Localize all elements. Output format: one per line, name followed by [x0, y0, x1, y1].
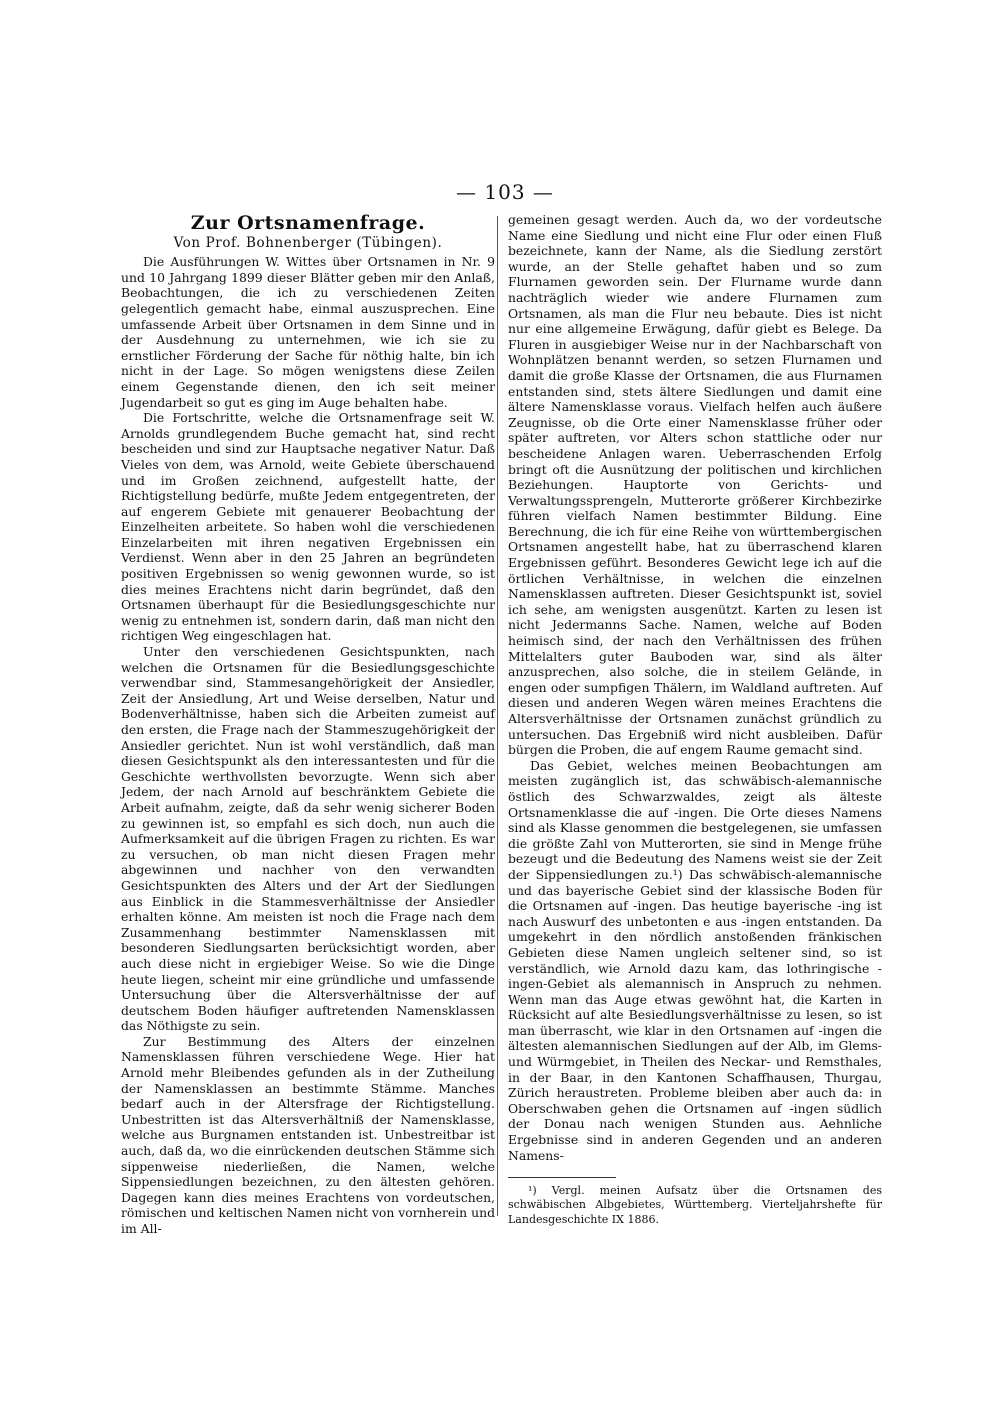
paragraph: Unter den verschiedenen Gesichtspunkten, nach welchen die Ortsnamen für die Besiedlungsgeschichte verwendbar sind, Stammesangehörigkeit der Ansiedler, Zeit der Ansiedlung, Art und Weise derselben, Natur und Bodenverhältnisse, haben sich die Arbeiten zumeist auf den ersten, die Frage nach der Stammeszugehörigkeit der Ansiedler gerichtet. Nun ist wohl verständlich, daß man diesen Gesichtspunkt als den interessantesten und für die Geschichte werthvollsten bevorzugte. Wenn sich aber Jedem, der nach Arnold auf beschränktem Gebiete die Arbeit aufnahm, zeigte, daß da sehr wenig sicherer Boden zu gewinnen ist, so empfahl es sich doch, nun auch die Aufmerksamkeit auf die übrigen Fragen zu richten. Es war zu versuchen, ob man nicht diesen Fragen mehr abgewinnen und nachher von den verwandten Gesichtspunkten des Alters und der Art der Siedlungen aus Einblick in die Stammesverhältnisse der Ansiedler erhalten könne. Am meisten ist noch die Frage nach dem Zusammenhang bestimmter Namensklassen mit besonderen Siedlungsarten berücksichtigt worden, aber auch diese nicht in ergiebiger Weise. So wie die Dinge heute liegen, scheint mir eine gründliche und umfassende Untersuchung über die Altersverhältnisse der auf deutschem Boden häufiger auftretenden Namensklassen das Nöthigste zu sein. — [121, 644, 495, 1034]
paragraph: Das Gebiet, welches meinen Beobachtungen am meisten zugänglich ist, das schwäbisch-alemannische östlich des Schwarzwaldes, zeigt als älteste Ortsnamenklasse die auf -ingen. Die Orte dieses Namens sind als Klasse genommen die bestgelegenen, sie umfassen die größte Zahl von Mutterorten, sie sind in Menge frühe bezeugt und die Bedeutung des Namens weist sie der Zeit der Sippensiedlungen zu.¹) Das schwäbisch-alemannische und das bayerische Gebiet sind der klassische Boden für die Ortsnamen auf -ingen. Das heutige bayerische -ing ist nach Auswurf des unbetonten e aus -ingen entstanden. Da umgekehrt in den nördlich anstoßenden fränkischen Gebieten diese Namen ungleich seltener sind, so ist verständlich, wie Arnold dazu kam, das lothringische -ingen-Gebiet als alemannisch in Anspruch zu nehmen. Wenn man das Auge etwas gewöhnt hat, die Karten in Rücksicht auf alte Besiedlungsverhältnisse zu lesen, so ist man überrascht, wie klar in den Ortsnamen auf -ingen die ältesten alemannischen Siedlungen auf der Alb, im Glems- und Würmgebiet, in Theilen des Neckar- und Remsthales, in der Baar, in den Kantonen Schaffhausen, Thurgau, Zürich heraustreten. Probleme bleiben aber auch da: in Oberschwaben gehen die Ortsnamen auf -ingen südlich der Donau nach wenigen Stunden aus. Aehnliche Ergebnisse sind in anderen Gegenden und an anderen Namens- — [508, 757, 882, 1163]
article-title: Zur Ortsnamenfrage. — [190, 212, 426, 234]
paragraph: Zur Bestimmung des Alters der einzelnen Namensklassen führen verschiedene Wege. Hier hat Arnold mehr Bleibendes gefunden als in der Zutheilung der Namensklassen an bestimmte Stämme. Manches bedarf auch in der Altersfrage der Richtigstellung. Unbestritten ist das Altersverhältniß der Namensklasse, welche aus Burgnamen entstanden ist. Unbestreitbar ist auch, daß da, wo die einrückenden deutschen Stämme sich sippenweise niederließen, die Namen, welche Sippensiedlungen bezeichnen, zu den ältesten gehören. Dagegen kann dies meines Erachtens von vordeutschen, römischen und keltischen Namen nicht von vornherein und im All- — [121, 1033, 495, 1236]
footnote-divider — [508, 1177, 616, 1178]
article-byline: Von Prof. Bohnenberger (Tübingen). — [173, 234, 443, 251]
footnote: ¹) Vergl. meinen Aufsatz über die Ortsnamen des schwäbischen Albgebietes, Württemberg. Vierteljahrshefte für Landesgeschichte IX 1886. — [508, 1184, 882, 1226]
paragraph: gemeinen gesagt werden. Auch da, wo der vordeutsche Name eine Siedlung und nicht eine Flur oder einen Fluß bezeichnete, kann der Name, als die Siedlung zerstört wurde, an der Stelle gehaftet haben und so zum Flurnamen geworden sein. Der Flurname wurde dann nachträglich wieder wie andere Flurnamen zum Ortsnamen, als man die Flur neu bebaute. Dies ist nicht nur eine allgemeine Erwägung, dafür giebt es Belege. Da Fluren in ausgiebiger Weise nur in der Nachbarschaft von Wohnplätzen benannt werden, so setzen Flurnamen und damit die große Klasse der Ortsnamen, die aus Flurnamen entstanden sind, stets ältere Siedlungen und damit eine ältere Namensklasse voraus. Vielfach helfen auch äußere Zeugnisse, ob die Orte einer Namensklasse früher oder später auftreten, vor Alters schon stattliche oder nur bescheidene Anlagen waren. Ueberraschenden Erfolg bringt oft die Ausnützung der politischen und kirchlichen Beziehungen. Hauptorte von Gerichts- und Verwaltungssprengeln, Mutterorte größerer Kirchbezirke führen vielfach Namen bestimmter Bildung. Eine Berechnung, die ich für eine Reihe von württembergischen Ortsnamen angestellt habe, hat zu überraschend klaren Ergebnissen geführt. Besonderes Gewicht lege ich auf die örtlichen Verhältnisse, in welchen die einzelnen Namensklassen auftreten. Dieser Gesichtspunkt ist, soviel ich sehe, am wenigsten ausgenützt. Karten zu lesen ist nicht Jedermanns Sache. Namen, welche auf Boden heimisch sind, der nach den Verhältnissen des frühen Mittelalters guter Bauboden war, sind als älter anzusprechen, also solche, die in steilem Gelände, in engen oder sumpfigen Thälern, im Waldland auftreten. Auf diesen und anderen Wegen wären meines Erachtens die Altersverhältnisse der Ortsnamen zunächst gründlich zu untersuchen. Das Ergebniß wird nicht ausbleiben. Dafür bürgen die Proben, die auf engem Raume gemacht sind. — [508, 212, 882, 758]
right-column — [508, 212, 882, 1227]
paragraph: Die Fortschritte, welche die Ortsnamenfrage seit W. Arnolds grundlegendem Buche gemacht hat, sind recht bescheiden und sind zur Hauptsache negativer Natur. Daß Vieles von dem, was Arnold, weite Gebiete überschauend und im Großen zeichnend, aufgestellt hatte, der Richtigstellung bedürfe, mußte Jedem entgegentreten, der auf engerem Gebiete mit genauerer Beobachtung der Einzelheiten arbeitete. So haben wohl die verschiedenen Einzelarbeiten mit ihren negativen Ergebnissen ein Verdienst. Wenn aber in den 25 Jahren an begründeten positiven Ergebnissen so wenig gewonnen wurde, so ist dies meines Erachtens nicht darin begründet, daß den Ortsnamen überhaupt für die Besiedlungsgeschichte nur wenig zu entnehmen ist, sondern darin, daß man nicht den richtigen Weg eingeschlagen hat. — [121, 410, 495, 644]
paragraph: Die Ausführungen W. Wittes über Ortsnamen in Nr. 9 und 10 Jahrgang 1899 dieser Blätter geben mir den Anlaß, Beobachtungen, die ich zu verschiedenen Zeiten gelegentlich gemacht habe, einmal auszusprechen. Eine umfassende Arbeit über Ortsnamen in dem Sinne und in der Ausdehnung zu unternehmen, wie ich sie zu ernstlicher Förderung der Sache für nöthig halte, bin ich nicht in der Lage. So mögen wenigstens diese Zeilen einem Gegenstande dienen, den ich seit meiner Jugendarbeit so gut es ging im Auge behalten habe. — [121, 254, 495, 410]
left-column — [121, 212, 495, 1237]
column-divider — [497, 216, 498, 1216]
page-number: — 103 — — [456, 180, 554, 204]
